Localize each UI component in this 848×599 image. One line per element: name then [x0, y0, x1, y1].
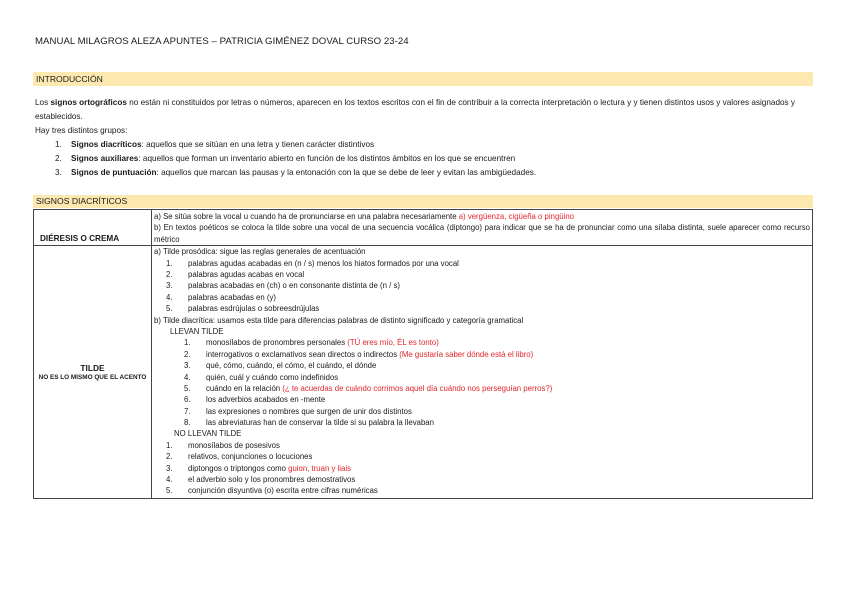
list-item — [154, 280, 810, 291]
list-number: 2. — [166, 269, 173, 279]
list-item — [154, 417, 810, 428]
list-item — [154, 463, 810, 474]
list-number: 2. — [166, 452, 173, 462]
list-item — [154, 485, 810, 496]
list-term: Signos auxiliares — [71, 154, 139, 163]
list-text: las abreviaturas han de conservar la tilde si su palabra la llevaban — [206, 418, 434, 428]
table-row — [34, 246, 813, 499]
dieresis-a — [154, 211, 810, 222]
document-header: MANUAL MILAGROS ALEZA APUNTES – PATRICIA GIMÉNEZ DOVAL CURSO 23-24 — [35, 36, 409, 47]
list-item — [154, 440, 810, 451]
list-item — [154, 292, 810, 303]
list-text: los adverbios acabados en -mente — [206, 395, 326, 405]
list-item — [35, 166, 815, 180]
list-text: : aquellos que marcan las pausas y la entonación con la que se debe de leer y evitan las ambigüedades. — [156, 168, 537, 177]
dieresis-label: DIÉRESIS O CREMA — [34, 210, 152, 246]
list-number: 8. — [184, 418, 191, 428]
list-example: (Me gustaría saber dónde está el libro) — [399, 349, 534, 359]
list-number: 3. — [166, 281, 173, 291]
list-item — [154, 394, 810, 405]
dieresis-a-example: a) vergüenza, cigüeña o pingüino — [458, 212, 575, 221]
list-item — [154, 303, 810, 314]
list-text: interrogativos o exclamativos sean directos o indirectos — [206, 349, 400, 359]
list-text: monosílabos de posesivos — [188, 440, 280, 450]
list-number: 5. — [166, 486, 173, 496]
list-item — [154, 360, 810, 371]
tilde-a-title: a) Tilde prosódica: sigue las reglas generales de acentuación — [154, 247, 366, 257]
list-text: conjunción disyuntiva (o) escrita entre cifras numéricas — [188, 486, 378, 496]
list-text: palabras agudas acabas en vocal — [188, 269, 305, 279]
list-item — [154, 258, 810, 269]
tilde-content — [152, 246, 813, 499]
intro-groups-list — [35, 138, 815, 180]
list-item — [35, 138, 815, 152]
list-example: guion, truan y liais — [288, 463, 351, 473]
list-number: 3. — [55, 168, 62, 177]
list-item — [154, 372, 810, 383]
section-heading-introduccion: INTRODUCCIÓN — [33, 72, 813, 86]
list-number: 4. — [184, 372, 191, 382]
list-item — [154, 451, 810, 462]
tilde-b-title: b) Tilde diacrítica: usamos esta tilde para diferencias palabras de distinto significado y categoría gramatical — [154, 315, 524, 325]
list-text: relativos, conjunciones o locuciones — [188, 452, 313, 462]
dieresis-b: b) En textos poéticos se coloca la tilde sobre una vocal de una secuencia vocálica (diptongo) para indicar que se ha de pronunciar como una sílaba distinta, suele aparecer como recurso métrico — [154, 223, 810, 244]
list-number: 7. — [184, 406, 191, 416]
tilde-label: TILDE — [80, 362, 105, 373]
table-row — [34, 210, 813, 246]
list-item — [154, 474, 810, 485]
list-item — [35, 152, 815, 166]
list-number: 5. — [184, 383, 191, 393]
list-item — [154, 337, 810, 348]
llevan-tilde-heading: LLEVAN TILDE — [170, 326, 224, 336]
list-text: palabras acabadas en (y) — [188, 292, 276, 302]
list-term: Signos de puntuación — [71, 168, 157, 177]
list-number: 1. — [184, 338, 191, 348]
tilde-label-cell — [34, 246, 152, 499]
list-text: diptongos o triptongos como — [188, 463, 289, 473]
section-heading-diacriticos: SIGNOS DIACRÍTICOS — [33, 195, 813, 208]
intro-body — [35, 96, 815, 180]
list-text: : aquellos que se sitúan en una letra y tienen carácter distintivos — [141, 140, 375, 149]
dieresis-a-text: a) Se sitúa sobre la vocal u cuando ha de pronunciarse en una palabra necesariamente — [154, 212, 459, 221]
list-item — [154, 349, 810, 360]
list-item — [154, 406, 810, 417]
list-text: quién, cuál y cuándo como indefinidos — [206, 372, 339, 382]
list-number: 1. — [166, 258, 173, 268]
list-number: 1. — [166, 440, 173, 450]
diacriticos-table — [33, 209, 813, 499]
list-number: 3. — [166, 463, 173, 473]
intro-term: signos ortográficos — [50, 98, 127, 107]
list-example: (¿ te acuerdas de cuándo corrimos aquel día cuándo nos perseguían perros?) — [282, 383, 553, 393]
list-number: 2. — [55, 154, 62, 163]
no-llevan-tilde-heading: NO LLEVAN TILDE — [174, 429, 242, 439]
list-text: palabras agudas acabadas en (n / s) menos los hiatos formados por una vocal — [188, 258, 459, 268]
list-item — [154, 269, 810, 280]
list-number: 2. — [184, 349, 191, 359]
list-term: Signos diacríticos — [71, 140, 142, 149]
list-example: (TÚ eres mío, ÉL es tonto) — [347, 338, 439, 348]
list-text: palabras esdrújulas o sobreesdrújulas — [188, 304, 320, 314]
list-text: las expresiones o nombres que surgen de unir dos distintos — [206, 406, 412, 416]
list-number: 3. — [184, 361, 191, 371]
list-number: 6. — [184, 395, 191, 405]
list-text: monosílabos de pronombres personales — [206, 338, 348, 348]
intro-groups-line: Hay tres distintos grupos: — [35, 126, 128, 135]
tilde-sublabel: NO ES LO MISMO QUE EL ACENTO — [38, 373, 147, 381]
intro-text: Los — [35, 98, 51, 107]
dieresis-content — [152, 210, 813, 246]
list-number: 4. — [166, 292, 173, 302]
intro-text: no están ni constituidos por letras o números, aparecen en los textos escritos con el fin de contribuir a la correcta interpretación o lectura y y tienen distintos usos y valores asignados y establecidos. — [35, 98, 796, 121]
list-text: el adverbio solo y los pronombres demostrativos — [188, 475, 356, 485]
list-text: palabras acabadas en (ch) o en consonante distinta de (n / s) — [188, 281, 400, 291]
list-number: 1. — [55, 140, 62, 149]
list-number: 5. — [166, 304, 173, 314]
list-item — [154, 383, 810, 394]
list-text: qué, cómo, cuándo, el cómo, el cuándo, el dónde — [206, 361, 377, 371]
list-text: : aquellos que forman un inventario abierto en función de los distintos ámbitos en los que se encuentren — [138, 154, 516, 163]
list-text: cuándo en la relación — [206, 383, 283, 393]
list-number: 4. — [166, 475, 173, 485]
intro-paragraph — [35, 96, 815, 124]
